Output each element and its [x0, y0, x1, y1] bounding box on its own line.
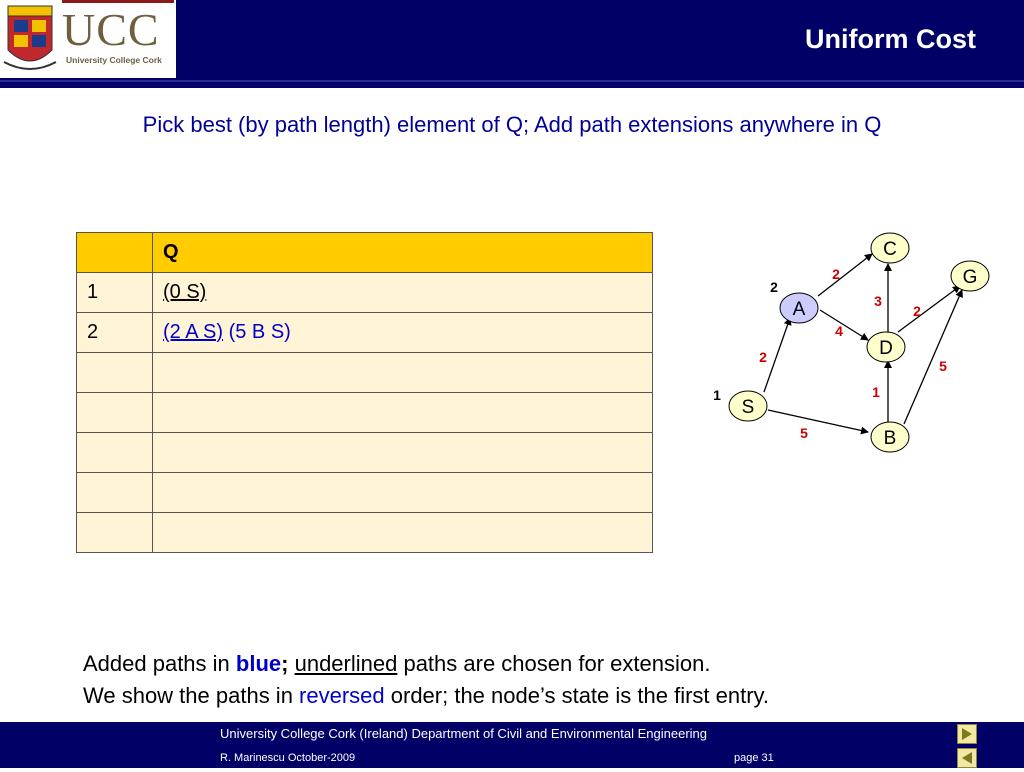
- play-back-icon: [958, 749, 976, 767]
- header-cell-step: [77, 233, 153, 273]
- weight-s-b: 5: [800, 425, 808, 441]
- row-queue: [153, 473, 653, 513]
- row-number: [77, 473, 153, 513]
- footnote-underlined-word: underlined: [294, 651, 398, 676]
- weight-a-d: 4: [835, 323, 843, 339]
- node-c-label: C: [883, 239, 897, 260]
- slide-subtitle: Pick best (by path length) element of Q; Add path extensions anywhere in Q: [142, 112, 882, 137]
- next-slide-button[interactable]: [957, 724, 977, 744]
- row-queue: [153, 393, 653, 433]
- previous-slide-button[interactable]: [957, 748, 977, 768]
- node-a-label: A: [792, 299, 806, 320]
- node-a-value: 2: [770, 279, 778, 295]
- weight-d-g: 2: [913, 303, 921, 319]
- weight-d-c: 3: [874, 293, 882, 309]
- footnote-text: Added paths in: [83, 651, 236, 676]
- node-d-label: D: [879, 338, 893, 359]
- row-queue: [153, 313, 653, 353]
- node-s-value: 1: [713, 387, 721, 403]
- node-s-label: S: [741, 397, 755, 418]
- node-g-label: G: [962, 267, 978, 288]
- footnote-text: We show the paths in: [83, 683, 300, 708]
- weight-a-c: 2: [832, 266, 840, 282]
- ucc-logo: [0, 0, 176, 78]
- footnote-semicolon: ;: [281, 651, 289, 676]
- weight-b-d: 1: [872, 384, 880, 400]
- row-number: [77, 393, 153, 433]
- logo-wordmark: UCC: [62, 4, 160, 55]
- footnote-reversed-word: reversed: [299, 683, 385, 708]
- table-row: [77, 273, 653, 313]
- header-cell-q: Q: [153, 233, 653, 273]
- footnote-line-2: [83, 680, 769, 712]
- chosen-path: (2 A S): [163, 321, 224, 343]
- table-row: [77, 393, 653, 433]
- footnote: [83, 648, 769, 712]
- edge-s-b: [768, 410, 868, 432]
- play-forward-icon: [958, 725, 976, 743]
- table-row: [77, 353, 653, 393]
- row-number: [77, 353, 153, 393]
- search-graph: [700, 230, 1000, 460]
- row-queue: [153, 433, 653, 473]
- queue-table: [76, 232, 653, 553]
- footnote-blue-word: blue: [235, 651, 282, 676]
- row-queue: [153, 273, 653, 313]
- edge-s-a: [764, 318, 790, 392]
- table-row: [77, 513, 653, 553]
- footnote-line-1: [83, 648, 769, 680]
- row-number: [77, 433, 153, 473]
- footer-page-number: page 31: [734, 752, 774, 764]
- footnote-text: paths are chosen for extension.: [397, 651, 711, 676]
- logo-accent-bar: [62, 0, 174, 3]
- chosen-path: (0 S): [163, 281, 207, 303]
- edge-a-c: [818, 254, 872, 296]
- edge-a-d: [820, 310, 868, 340]
- row-queue: [153, 513, 653, 553]
- footer-bar: [0, 722, 1024, 768]
- logo-subtitle: University College Cork: [66, 55, 162, 65]
- row-number: 1: [77, 273, 153, 313]
- table-row: [77, 473, 653, 513]
- weight-b-g: 5: [939, 358, 947, 374]
- node-b-label: B: [883, 428, 897, 449]
- row-number: [77, 513, 153, 553]
- footer-author: R. Marinescu October-2009: [220, 752, 356, 764]
- row-queue: [153, 353, 653, 393]
- weight-s-a: 2: [759, 349, 767, 365]
- footnote-text: order; the node’s state is the first entry.: [384, 683, 770, 708]
- other-paths: (5 B S): [223, 321, 291, 343]
- slide-title: Uniform Cost: [805, 24, 976, 54]
- table-header-row: [77, 233, 653, 273]
- table-row: [77, 433, 653, 473]
- ucc-crest-icon: [2, 2, 58, 76]
- footer-institution: University College Cork (Ireland) Department of Civil and Environmental Engineering: [220, 726, 707, 741]
- header-rule: [0, 80, 1024, 88]
- edge-d-g: [898, 286, 960, 332]
- row-number: 2: [77, 313, 153, 353]
- table-row: [77, 313, 653, 353]
